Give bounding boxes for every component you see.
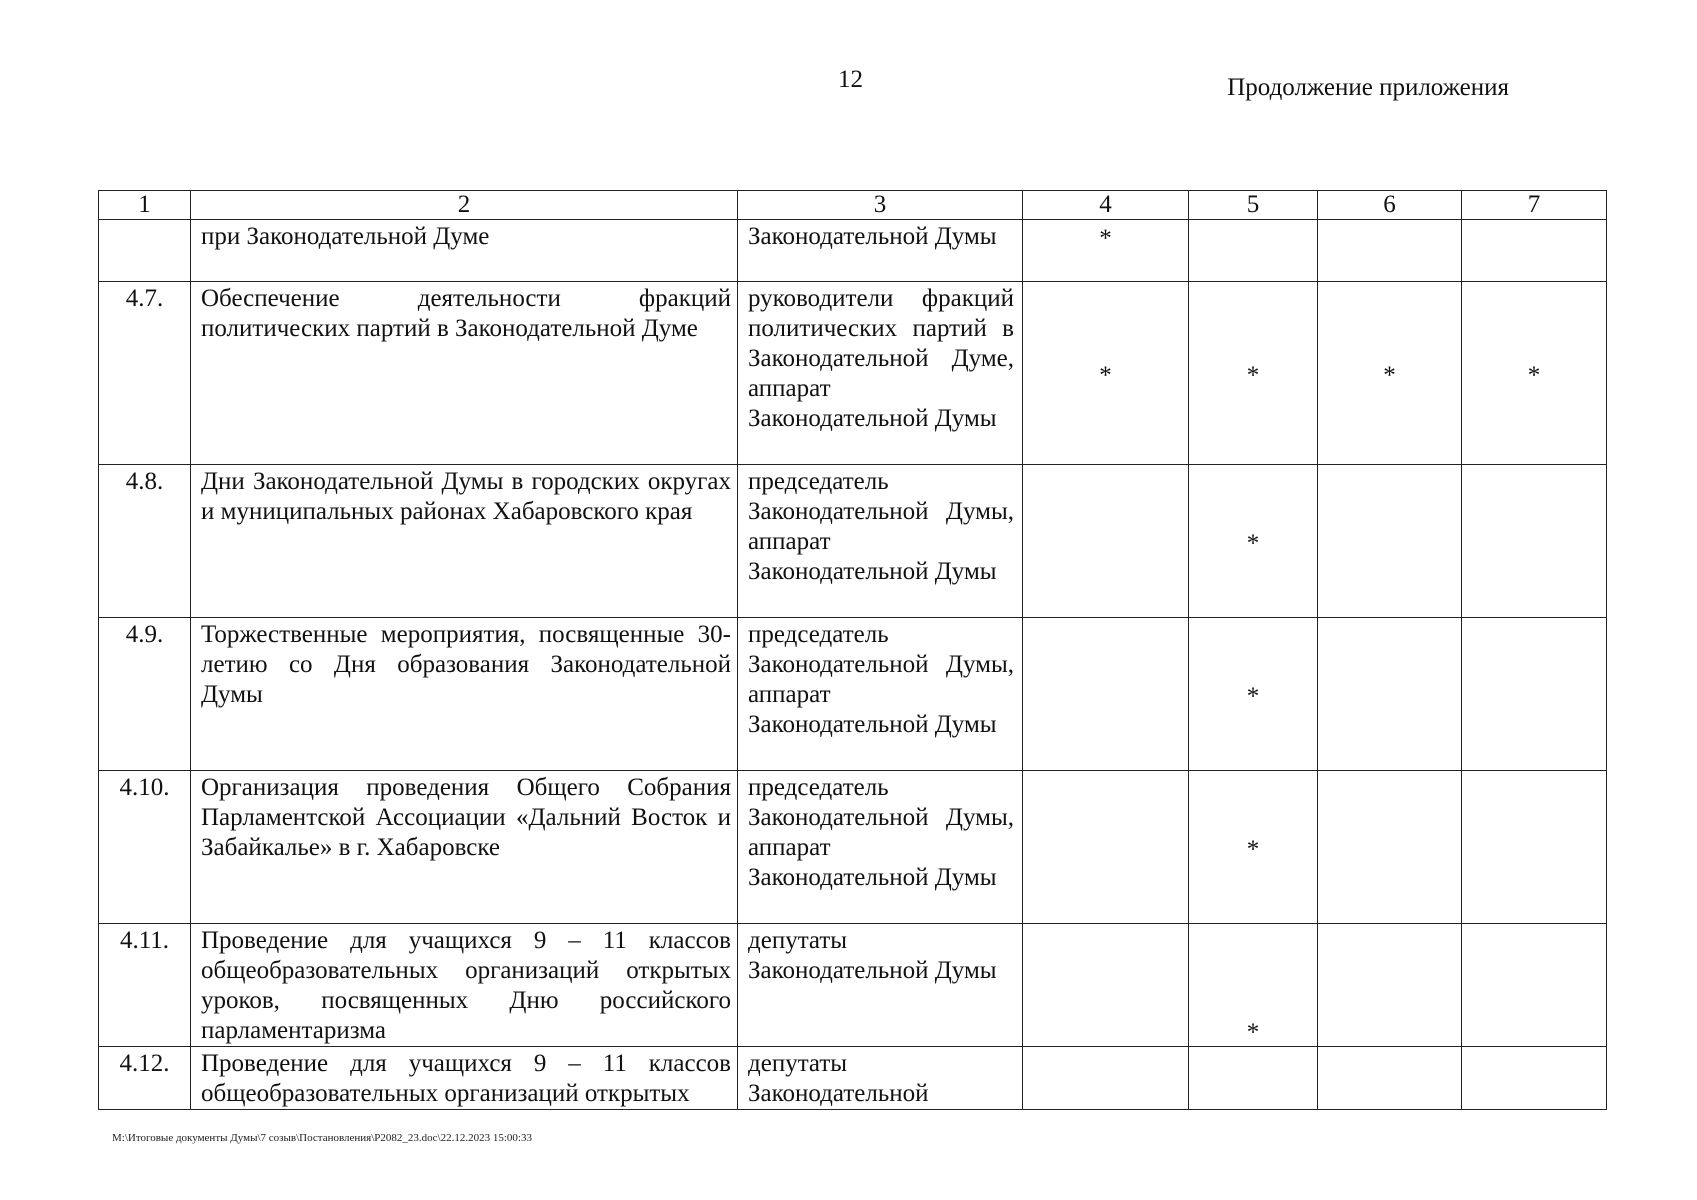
responsible: председатель Законодательной Думы, аппарат Законодательной Думы xyxy=(738,618,1023,771)
file-path-footer: M:\Итоговые документы Думы\7 созыв\Постановления\P2082_23.doc\22.12.2023 15:00:33 xyxy=(112,1132,532,1144)
mark-cell xyxy=(1318,220,1462,282)
item-number: 4.9. xyxy=(99,618,191,771)
event-name: Обеспечение деятельности фракций политических партий в Законодательной Думе xyxy=(191,282,738,465)
column-header: 5 xyxy=(1189,191,1318,220)
mark-cell xyxy=(1189,282,1318,465)
mark-cell xyxy=(1189,618,1318,771)
item-number: 4.7. xyxy=(99,282,191,465)
mark-cell xyxy=(1023,924,1189,1047)
mark-cell xyxy=(1462,465,1607,618)
mark-cell xyxy=(1023,220,1189,282)
event-name: при Законодательной Думе xyxy=(191,220,738,282)
responsible: председатель Законодательной Думы, аппарат Законодательной Думы xyxy=(738,465,1023,618)
mark-cell xyxy=(1462,924,1607,1047)
mark-cell xyxy=(1462,220,1607,282)
event-name: Проведение для учащихся 9 – 11 классов общеобразовательных организаций открытых уроков, посвященных Дню российского парламентаризма xyxy=(191,924,738,1047)
mark-cell xyxy=(1318,1047,1462,1110)
mark-cell xyxy=(1462,282,1607,465)
column-header: 2 xyxy=(191,191,738,220)
mark-cell xyxy=(1462,1047,1607,1110)
continuation-label: Продолжение приложения xyxy=(1227,74,1509,101)
event-name: Дни Законодательной Думы в городских округах и муниципальных районах Хабаровского края xyxy=(191,465,738,618)
mark-cell xyxy=(1318,465,1462,618)
event-name: Организация проведения Общего Собрания Парламентской Ассоциации «Дальний Восток и Забайкалье» в г. Хабаровске xyxy=(191,771,738,924)
column-header: 1 xyxy=(99,191,191,220)
mark-star: * xyxy=(1246,836,1260,863)
mark-cell xyxy=(1189,771,1318,924)
mark-cell xyxy=(1462,618,1607,771)
mark-star: * xyxy=(1246,530,1260,557)
responsible: руководители фракций политических партий в Законодательной Думе, аппарат Законодательной Думы xyxy=(738,282,1023,465)
column-number-row xyxy=(99,191,1607,220)
column-header: 7 xyxy=(1462,191,1607,220)
item-number: 4.10. xyxy=(99,771,191,924)
mark-star: * xyxy=(1246,1019,1260,1046)
mark-star: * xyxy=(1246,683,1260,710)
event-name: Торжественные мероприятия, посвященные 30-летию со Дня образования Законодательной Думы xyxy=(191,618,738,771)
item-number: 4.11. xyxy=(99,924,191,1047)
mark-cell xyxy=(1318,282,1462,465)
mark-star: * xyxy=(1099,362,1112,389)
mark-cell xyxy=(1189,465,1318,618)
plan-table xyxy=(98,190,1607,1110)
mark-cell xyxy=(1318,771,1462,924)
table-row xyxy=(99,618,1607,771)
mark-cell xyxy=(1462,771,1607,924)
item-number: 4.12. xyxy=(99,1047,191,1110)
mark-cell xyxy=(1189,1047,1318,1110)
mark-cell xyxy=(1023,1047,1189,1110)
mark-cell xyxy=(1023,465,1189,618)
responsible: депутаты Законодательной Думы xyxy=(738,924,1023,1047)
responsible: председатель Законодательной Думы, аппарат Законодательной Думы xyxy=(738,771,1023,924)
mark-cell xyxy=(1023,282,1189,465)
table-row xyxy=(99,1047,1607,1110)
table-row xyxy=(99,465,1607,618)
mark-star: * xyxy=(1527,362,1541,389)
responsible: Законодательной Думы xyxy=(738,220,1023,282)
mark-cell xyxy=(1318,924,1462,1047)
column-header: 4 xyxy=(1023,191,1189,220)
column-header: 3 xyxy=(738,191,1023,220)
table-row xyxy=(99,282,1607,465)
page-number: 12 xyxy=(838,66,863,93)
column-header: 6 xyxy=(1318,191,1462,220)
table-row xyxy=(99,220,1607,282)
event-name: Проведение для учащихся 9 – 11 классов общеобразовательных организаций открытых xyxy=(191,1047,738,1110)
table-row xyxy=(99,771,1607,924)
mark-cell xyxy=(1023,771,1189,924)
mark-star: * xyxy=(1099,225,1112,252)
responsible: депутаты Законодательной xyxy=(738,1047,1023,1110)
mark-cell xyxy=(1189,220,1318,282)
table-row xyxy=(99,924,1607,1047)
item-number xyxy=(99,220,191,282)
mark-cell xyxy=(1318,618,1462,771)
mark-cell xyxy=(1189,924,1318,1047)
item-number: 4.8. xyxy=(99,465,191,618)
mark-star: * xyxy=(1383,362,1396,389)
mark-cell xyxy=(1023,618,1189,771)
mark-star: * xyxy=(1246,362,1260,389)
